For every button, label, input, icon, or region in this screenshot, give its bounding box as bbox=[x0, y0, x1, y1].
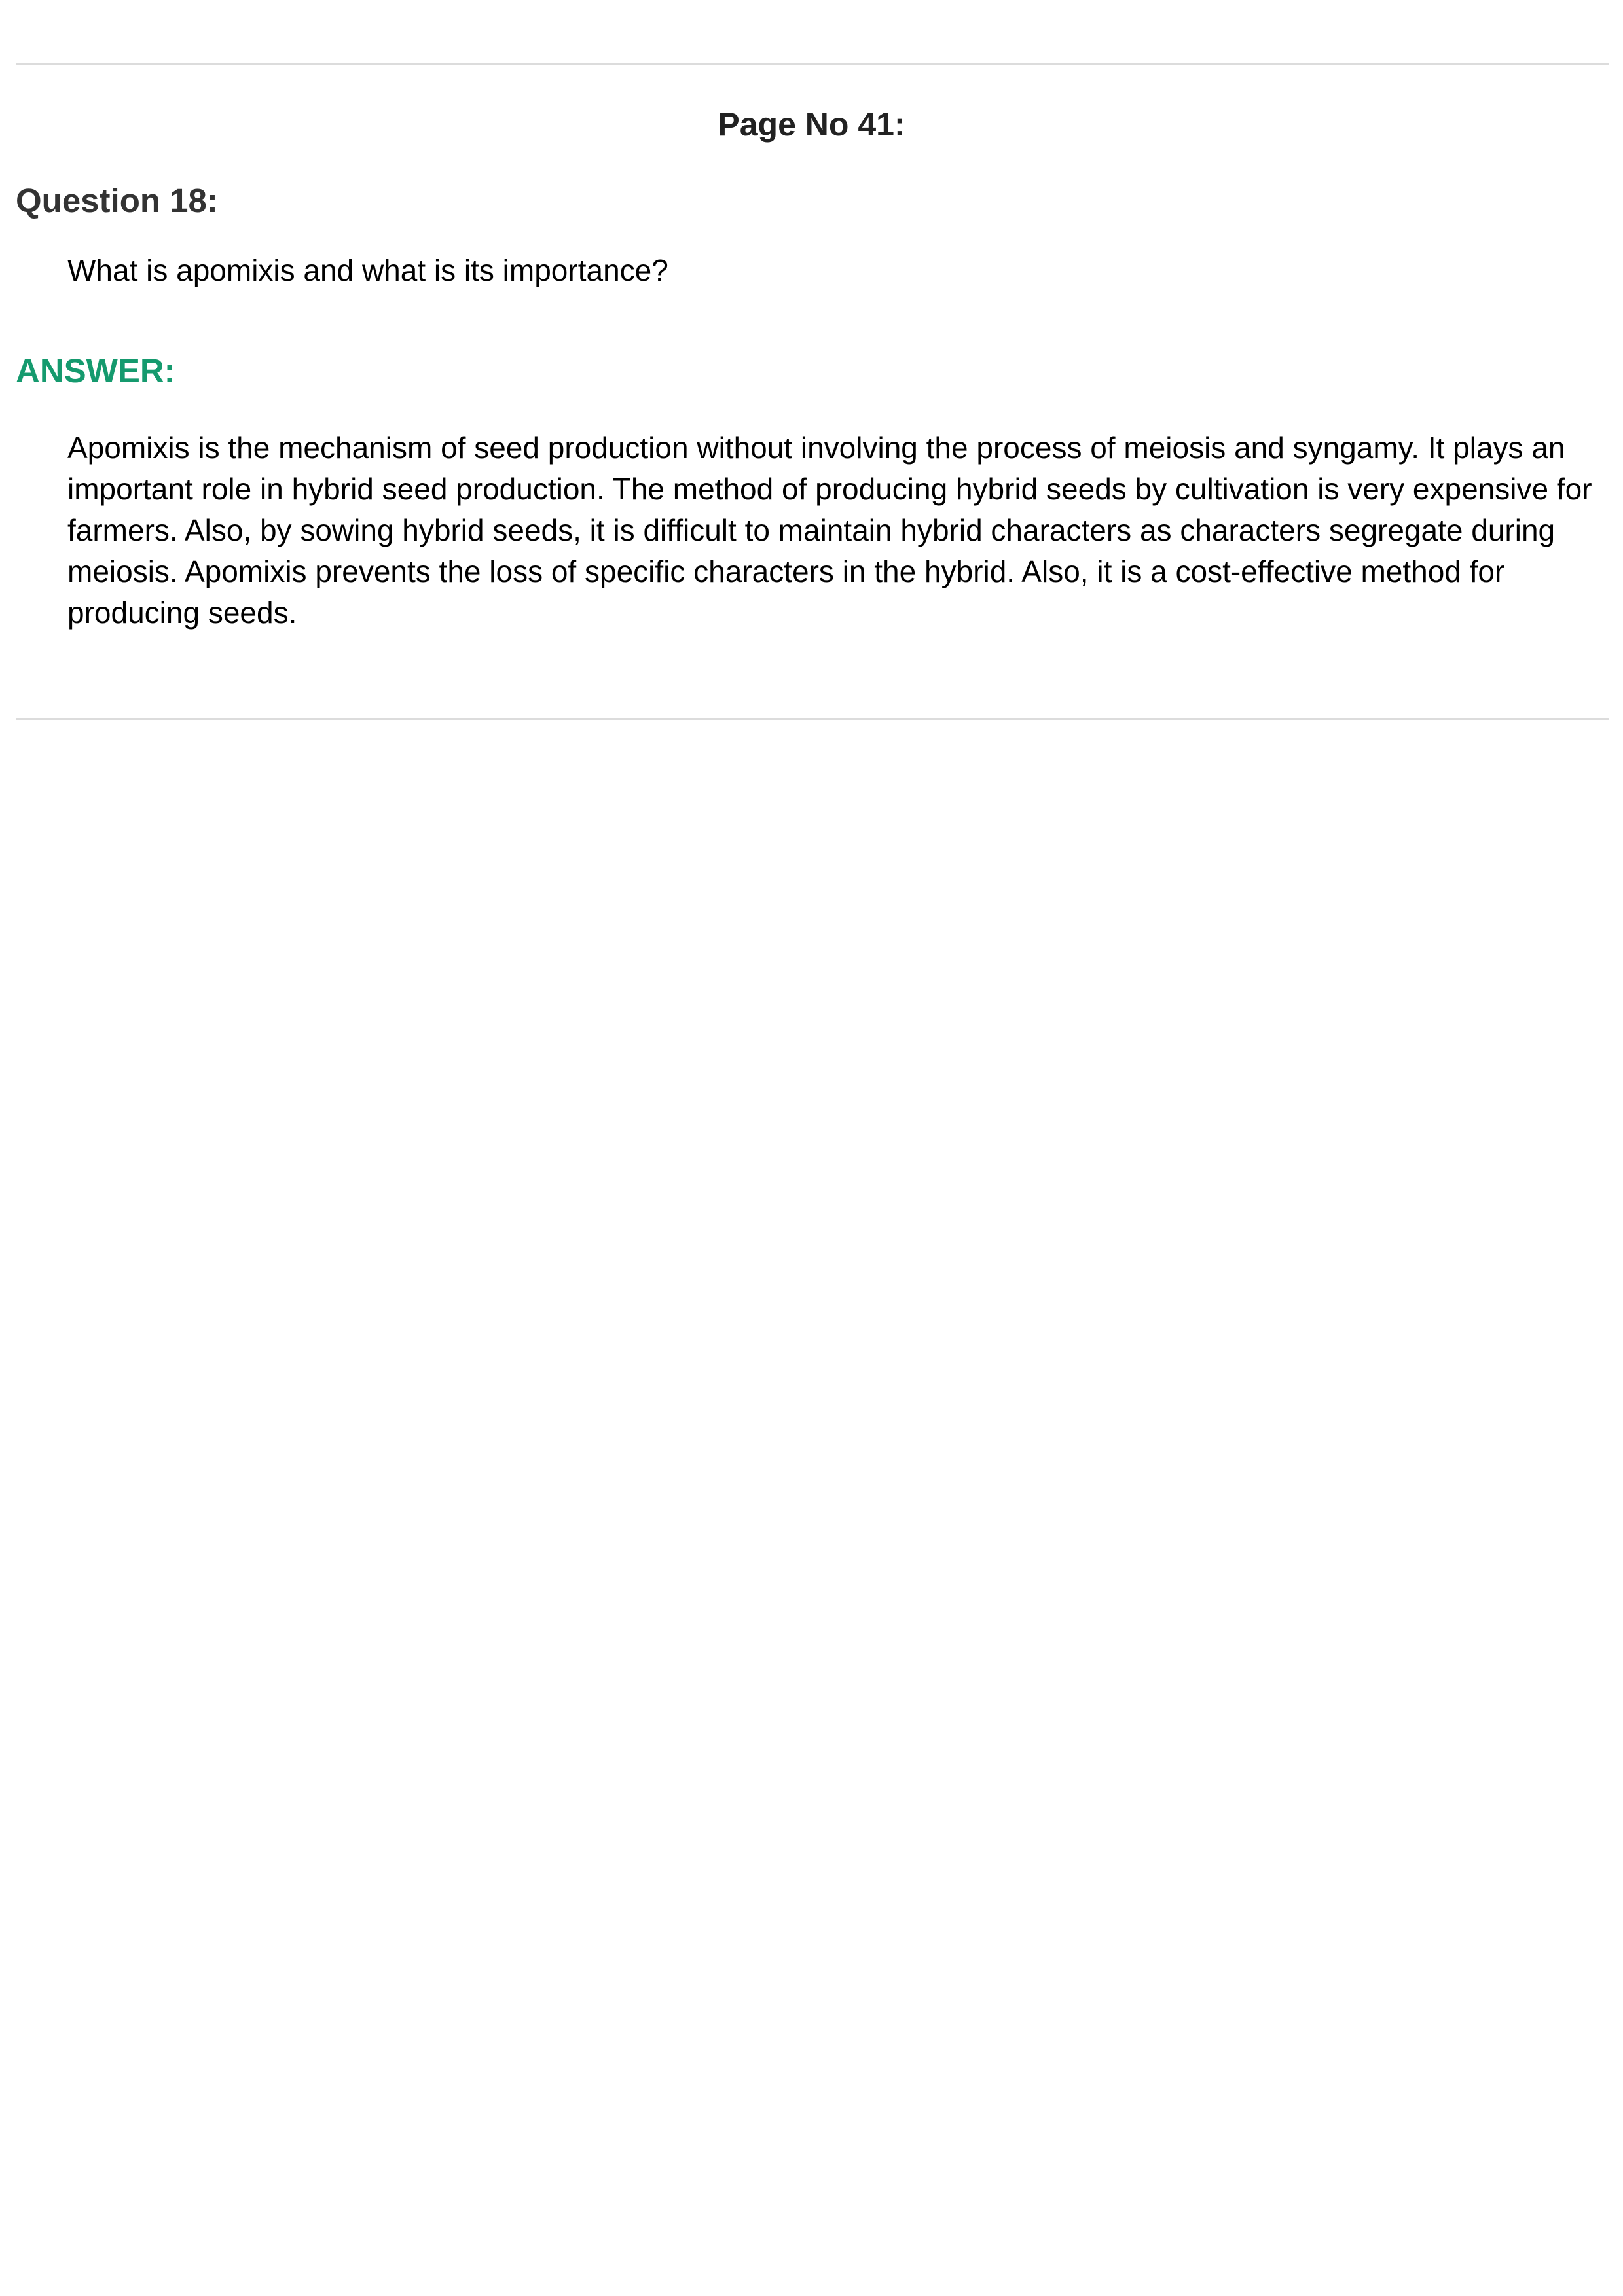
page-title: Page No 41: bbox=[718, 106, 905, 143]
bottom-divider bbox=[16, 718, 1609, 720]
top-divider bbox=[16, 63, 1609, 65]
question-text: What is apomixis and what is its importance? bbox=[67, 253, 668, 287]
answer-heading: ANSWER: bbox=[16, 352, 175, 389]
answer-text: Apomixis is the mechanism of seed production without involving the process of meiosis and syngamy. It plays an important role in hybrid seed production. The method of producing hybrid seeds by cultivation is very expensive for farmers. Also, by sowing hybrid seeds, it is difficult to maintain hybrid characters as characters segregate during meiosis. Apomixis prevents the loss of specific characters in the hybrid. Also, it is a cost-effective method for producing seeds. bbox=[67, 431, 1592, 630]
question-heading: Question 18: bbox=[16, 182, 218, 219]
